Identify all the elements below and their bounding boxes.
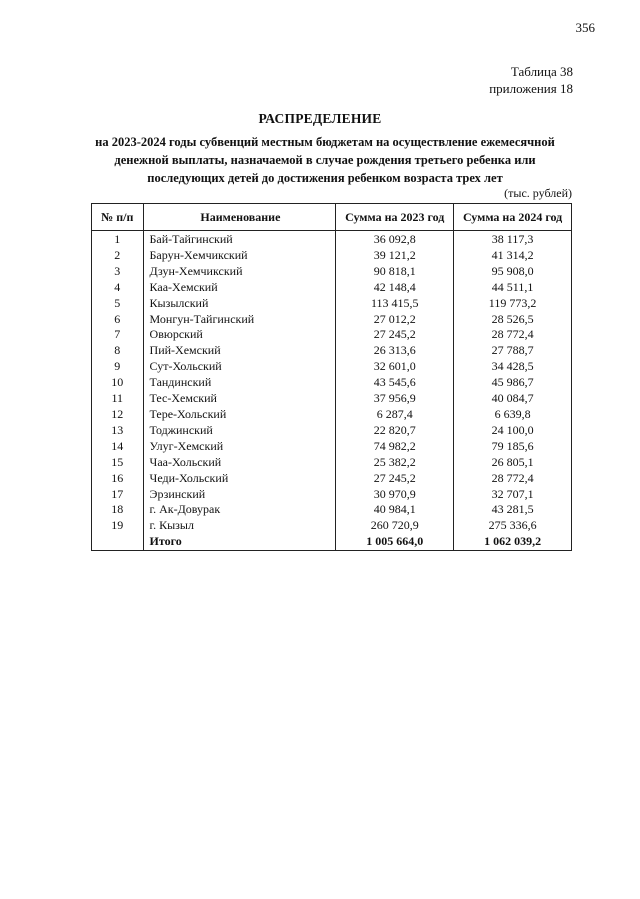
header-sum-2024: Сумма на 2024 год bbox=[454, 204, 572, 231]
row-sum-2024: 95 908,0 bbox=[454, 264, 572, 280]
row-number: 13 bbox=[92, 423, 144, 439]
table-row bbox=[92, 439, 572, 455]
row-number: 6 bbox=[92, 312, 144, 328]
table-row bbox=[92, 264, 572, 280]
row-sum-2024: 275 336,6 bbox=[454, 518, 572, 534]
document-subtitle: на 2023-2024 годы субвенций местным бюджетам на осуществление ежемесячной денежной выплаты, назначаемой в случае рождения третьего ребенка или последующих детей до достижения ребенком возраста трех лет bbox=[95, 135, 555, 185]
table-row bbox=[92, 471, 572, 487]
row-number: 4 bbox=[92, 280, 144, 296]
table-ref-line2: приложения 18 bbox=[489, 81, 573, 96]
table-header-row bbox=[92, 204, 572, 231]
row-sum-2023: 26 313,6 bbox=[336, 343, 454, 359]
row-number: 17 bbox=[92, 487, 144, 503]
row-name: Чаа-Хольский bbox=[143, 455, 336, 471]
table-row bbox=[92, 407, 572, 423]
page-number: 356 bbox=[575, 20, 595, 35]
row-number: 9 bbox=[92, 359, 144, 375]
row-name: г. Кызыл bbox=[143, 518, 336, 534]
row-number: 8 bbox=[92, 343, 144, 359]
row-sum-2023: 30 970,9 bbox=[336, 487, 454, 503]
row-name: Кызылский bbox=[143, 296, 336, 312]
row-sum-2023: 25 382,2 bbox=[336, 455, 454, 471]
table-ref-line1: Таблица 38 bbox=[510, 64, 573, 79]
table-row bbox=[92, 375, 572, 391]
row-sum-2023: 22 820,7 bbox=[336, 423, 454, 439]
row-number: 10 bbox=[92, 375, 144, 391]
row-number: 11 bbox=[92, 391, 144, 407]
row-sum-2023: 90 818,1 bbox=[336, 264, 454, 280]
row-sum-2023: 27 012,2 bbox=[336, 312, 454, 328]
row-number: 2 bbox=[92, 248, 144, 264]
row-sum-2023: 74 982,2 bbox=[336, 439, 454, 455]
row-sum-2024: 79 185,6 bbox=[454, 439, 572, 455]
table-body bbox=[92, 231, 572, 551]
row-name: Барун-Хемчикский bbox=[143, 248, 336, 264]
row-name: Тоджинский bbox=[143, 423, 336, 439]
table-row bbox=[92, 502, 572, 518]
row-sum-2024: 41 314,2 bbox=[454, 248, 572, 264]
table-row bbox=[92, 391, 572, 407]
row-name: г. Ак-Довурак bbox=[143, 502, 336, 518]
table-row bbox=[92, 312, 572, 328]
units-label: (тыс. рублей) bbox=[504, 186, 572, 200]
row-name: Пий-Хемский bbox=[143, 343, 336, 359]
row-name: Эрзинский bbox=[143, 487, 336, 503]
row-sum-2024: 45 986,7 bbox=[454, 375, 572, 391]
row-sum-2024: 28 526,5 bbox=[454, 312, 572, 328]
total-row bbox=[92, 534, 572, 550]
header-number: № п/п bbox=[92, 204, 144, 231]
row-sum-2024: 27 788,7 bbox=[454, 343, 572, 359]
row-sum-2023: 40 984,1 bbox=[336, 502, 454, 518]
row-number: 15 bbox=[92, 455, 144, 471]
table-row bbox=[92, 359, 572, 375]
row-sum-2023: 32 601,0 bbox=[336, 359, 454, 375]
row-name: Монгун-Тайгинский bbox=[143, 312, 336, 328]
row-sum-2024: 28 772,4 bbox=[454, 327, 572, 343]
table-row bbox=[92, 231, 572, 248]
total-sum-2023: 1 005 664,0 bbox=[336, 534, 454, 550]
table-row bbox=[92, 487, 572, 503]
table-row bbox=[92, 343, 572, 359]
row-sum-2024: 43 281,5 bbox=[454, 502, 572, 518]
document-title: РАСПРЕДЕЛЕНИЕ bbox=[258, 111, 382, 126]
table-row bbox=[92, 280, 572, 296]
table-row bbox=[92, 423, 572, 439]
row-sum-2023: 113 415,5 bbox=[336, 296, 454, 312]
table-row bbox=[92, 296, 572, 312]
row-sum-2023: 260 720,9 bbox=[336, 518, 454, 534]
table-row bbox=[92, 248, 572, 264]
row-sum-2023: 37 956,9 bbox=[336, 391, 454, 407]
row-name: Улуг-Хемский bbox=[143, 439, 336, 455]
row-name: Овюрский bbox=[143, 327, 336, 343]
row-sum-2023: 6 287,4 bbox=[336, 407, 454, 423]
table-row bbox=[92, 518, 572, 534]
row-number: 19 bbox=[92, 518, 144, 534]
row-sum-2024: 28 772,4 bbox=[454, 471, 572, 487]
row-name: Каа-Хемский bbox=[143, 280, 336, 296]
row-number: 18 bbox=[92, 502, 144, 518]
row-name: Тере-Хольский bbox=[143, 407, 336, 423]
total-label: Итого bbox=[143, 534, 336, 550]
row-sum-2023: 27 245,2 bbox=[336, 471, 454, 487]
row-sum-2024: 44 511,1 bbox=[454, 280, 572, 296]
row-sum-2024: 34 428,5 bbox=[454, 359, 572, 375]
row-sum-2024: 26 805,1 bbox=[454, 455, 572, 471]
row-sum-2024: 119 773,2 bbox=[454, 296, 572, 312]
row-name: Чеди-Хольский bbox=[143, 471, 336, 487]
row-sum-2024: 6 639,8 bbox=[454, 407, 572, 423]
row-number: 5 bbox=[92, 296, 144, 312]
row-number: 7 bbox=[92, 327, 144, 343]
row-name: Дзун-Хемчикский bbox=[143, 264, 336, 280]
row-sum-2023: 42 148,4 bbox=[336, 280, 454, 296]
row-sum-2023: 39 121,2 bbox=[336, 248, 454, 264]
row-sum-2024: 38 117,3 bbox=[454, 231, 572, 248]
table-row bbox=[92, 455, 572, 471]
row-name: Тес-Хемский bbox=[143, 391, 336, 407]
row-sum-2023: 27 245,2 bbox=[336, 327, 454, 343]
row-number: 1 bbox=[92, 231, 144, 248]
distribution-table bbox=[91, 203, 572, 551]
table-row bbox=[92, 327, 572, 343]
header-sum-2023: Сумма на 2023 год bbox=[336, 204, 454, 231]
row-number: 12 bbox=[92, 407, 144, 423]
row-number: 14 bbox=[92, 439, 144, 455]
header-name: Наименование bbox=[143, 204, 336, 231]
row-name: Тандинский bbox=[143, 375, 336, 391]
row-sum-2023: 36 092,8 bbox=[336, 231, 454, 248]
row-name: Сут-Хольский bbox=[143, 359, 336, 375]
table-reference bbox=[489, 63, 573, 97]
total-sum-2024: 1 062 039,2 bbox=[454, 534, 572, 550]
row-sum-2024: 32 707,1 bbox=[454, 487, 572, 503]
total-number-cell bbox=[92, 534, 144, 550]
row-sum-2024: 40 084,7 bbox=[454, 391, 572, 407]
row-number: 16 bbox=[92, 471, 144, 487]
row-name: Бай-Тайгинский bbox=[143, 231, 336, 248]
row-sum-2024: 24 100,0 bbox=[454, 423, 572, 439]
row-sum-2023: 43 545,6 bbox=[336, 375, 454, 391]
row-number: 3 bbox=[92, 264, 144, 280]
